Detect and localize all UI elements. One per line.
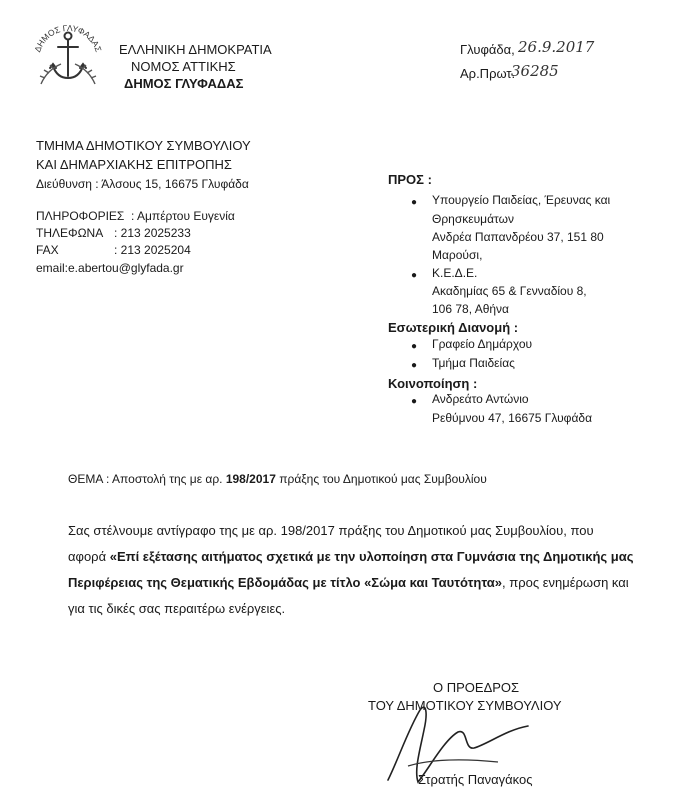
recipient-1-line-1: Υπουργείο Παιδείας, Έρευνας και [432,193,611,207]
bullet-icon: ● [411,270,418,281]
header-municipality: ΔΗΜΟΣ ΓΛΥΦΑΔΑΣ [124,76,244,91]
body-line-3-bold: Περιφέρειας της Θεματικής Εβδομάδας με τίτλο «Σώμα και Ταυτότητα» [68,575,503,590]
signature-title-1: Ο ΠΡΟΕΔΡΟΣ [433,680,520,695]
recipient-2-line-3: 106 78, Αθήνα [432,302,509,316]
to-label: ΠΡΟΣ : [388,172,432,187]
bullet-icon: ● [411,197,418,208]
subject-number: 198/2017 [225,472,276,486]
fax-value: : 213 2025204 [114,243,191,257]
body-line-3 [68,570,640,596]
cc-line-2: Ρεθύμνου 47, 16675 Γλυφάδα [432,411,593,425]
header-country: ΕΛΛΗΝΙΚΗ ΔΗΜΟΚΡΑΤΙΑ [119,42,272,57]
internal-item-1: Γραφείο Δημάρχου [432,337,533,351]
bullet-icon: ● [411,341,418,352]
recipient-1-line-2: Θρησκευμάτων [432,212,514,226]
logo-text: ΔΗΜΟΣ ΓΛΥΦΑΔΑΣ [32,22,104,54]
recipient-1-line-4: Μαρούσι, [432,248,483,262]
department-line1: ΤΜΗΜΑ ΔΗΜΟΤΙΚΟΥ ΣΥΜΒΟΥΛΙΟΥ [36,138,251,153]
subject-suffix: πράξης του Δημοτικού μας Συμβουλίου [279,472,487,486]
fax-label: FAX [36,243,59,257]
subject-label: ΘΕΜΑ [68,472,103,486]
internal-item-2: Τμήμα Παιδείας [432,356,515,370]
municipality-seal-logo [27,14,109,96]
info-label: ΠΛΗΡΟΦΟΡΙΕΣ [36,209,125,223]
body-line-2-prefix: αφορά [68,549,107,564]
body-line-2 [68,544,640,570]
subject-prefix: : Αποστολή της με αρ. [106,472,223,486]
bullet-icon: ● [411,396,418,407]
recipient-2-line-2: Ακαδημίας 65 & Γενναδίου 8, [432,284,587,298]
recipient-1-line-3: Ανδρέα Παπανδρέου 37, 151 80 [432,230,604,244]
signatory-name: Στρατής Παναγάκος [418,772,533,787]
dateline-place: Γλυφάδα, [460,42,515,57]
internal-label: Εσωτερική Διανομή : [388,320,519,335]
body-paragraph [68,518,640,622]
body-line-2-bold: «Επί εξέτασης αιτήματος σχετικά με την υλοποίηση στα Γυμνάσια της Δημοτικής μας [109,549,634,564]
protocol-label: Αρ.Πρωτ. [460,66,516,81]
header-prefecture: ΝΟΜΟΣ ΑΤΤΙΚΗΣ [131,59,236,74]
cc-label: Κοινοποίηση : [388,376,478,391]
cc-line-1: Ανδρεάτο Αντώνιο [432,392,529,406]
department-line2: ΚΑΙ ΔΗΜΑΡΧΙΑΚΗΣ ΕΠΙΤΡΟΠΗΣ [36,157,232,172]
subject-line [68,472,487,486]
body-line-4: για τις δικές σας περαιτέρω ενέργειες. [68,601,286,616]
signature-title-2: ΤΟΥ ΔΗΜΟΤΙΚΟΥ ΣΥΜΒΟΥΛΙΟΥ [368,698,562,713]
protocol-number: 36285 [511,62,559,80]
department-address: Διεύθυνση : Άλσους 15, 16675 Γλυφάδα [36,177,249,191]
info-value: : Αμπέρτου Ευγενία [131,209,235,223]
phone-value: : 213 2025233 [114,226,191,240]
recipient-2-line-1: Κ.Ε.Δ.Ε. [432,266,478,280]
phone-label: ΤΗΛΕΦΩΝΑ [36,226,104,240]
body-line-1: Σας στέλνουμε αντίγραφο της με αρ. 198/2017 πράξης του Δημοτικού μας Συμβουλίου, που [68,523,594,538]
body-line-3-suffix: , προς ενημέρωση και [502,575,629,590]
dateline-date: 26.9.2017 [518,38,595,56]
bullet-icon: ● [411,360,418,371]
email-line: email:e.abertou@glyfada.gr [36,261,184,275]
